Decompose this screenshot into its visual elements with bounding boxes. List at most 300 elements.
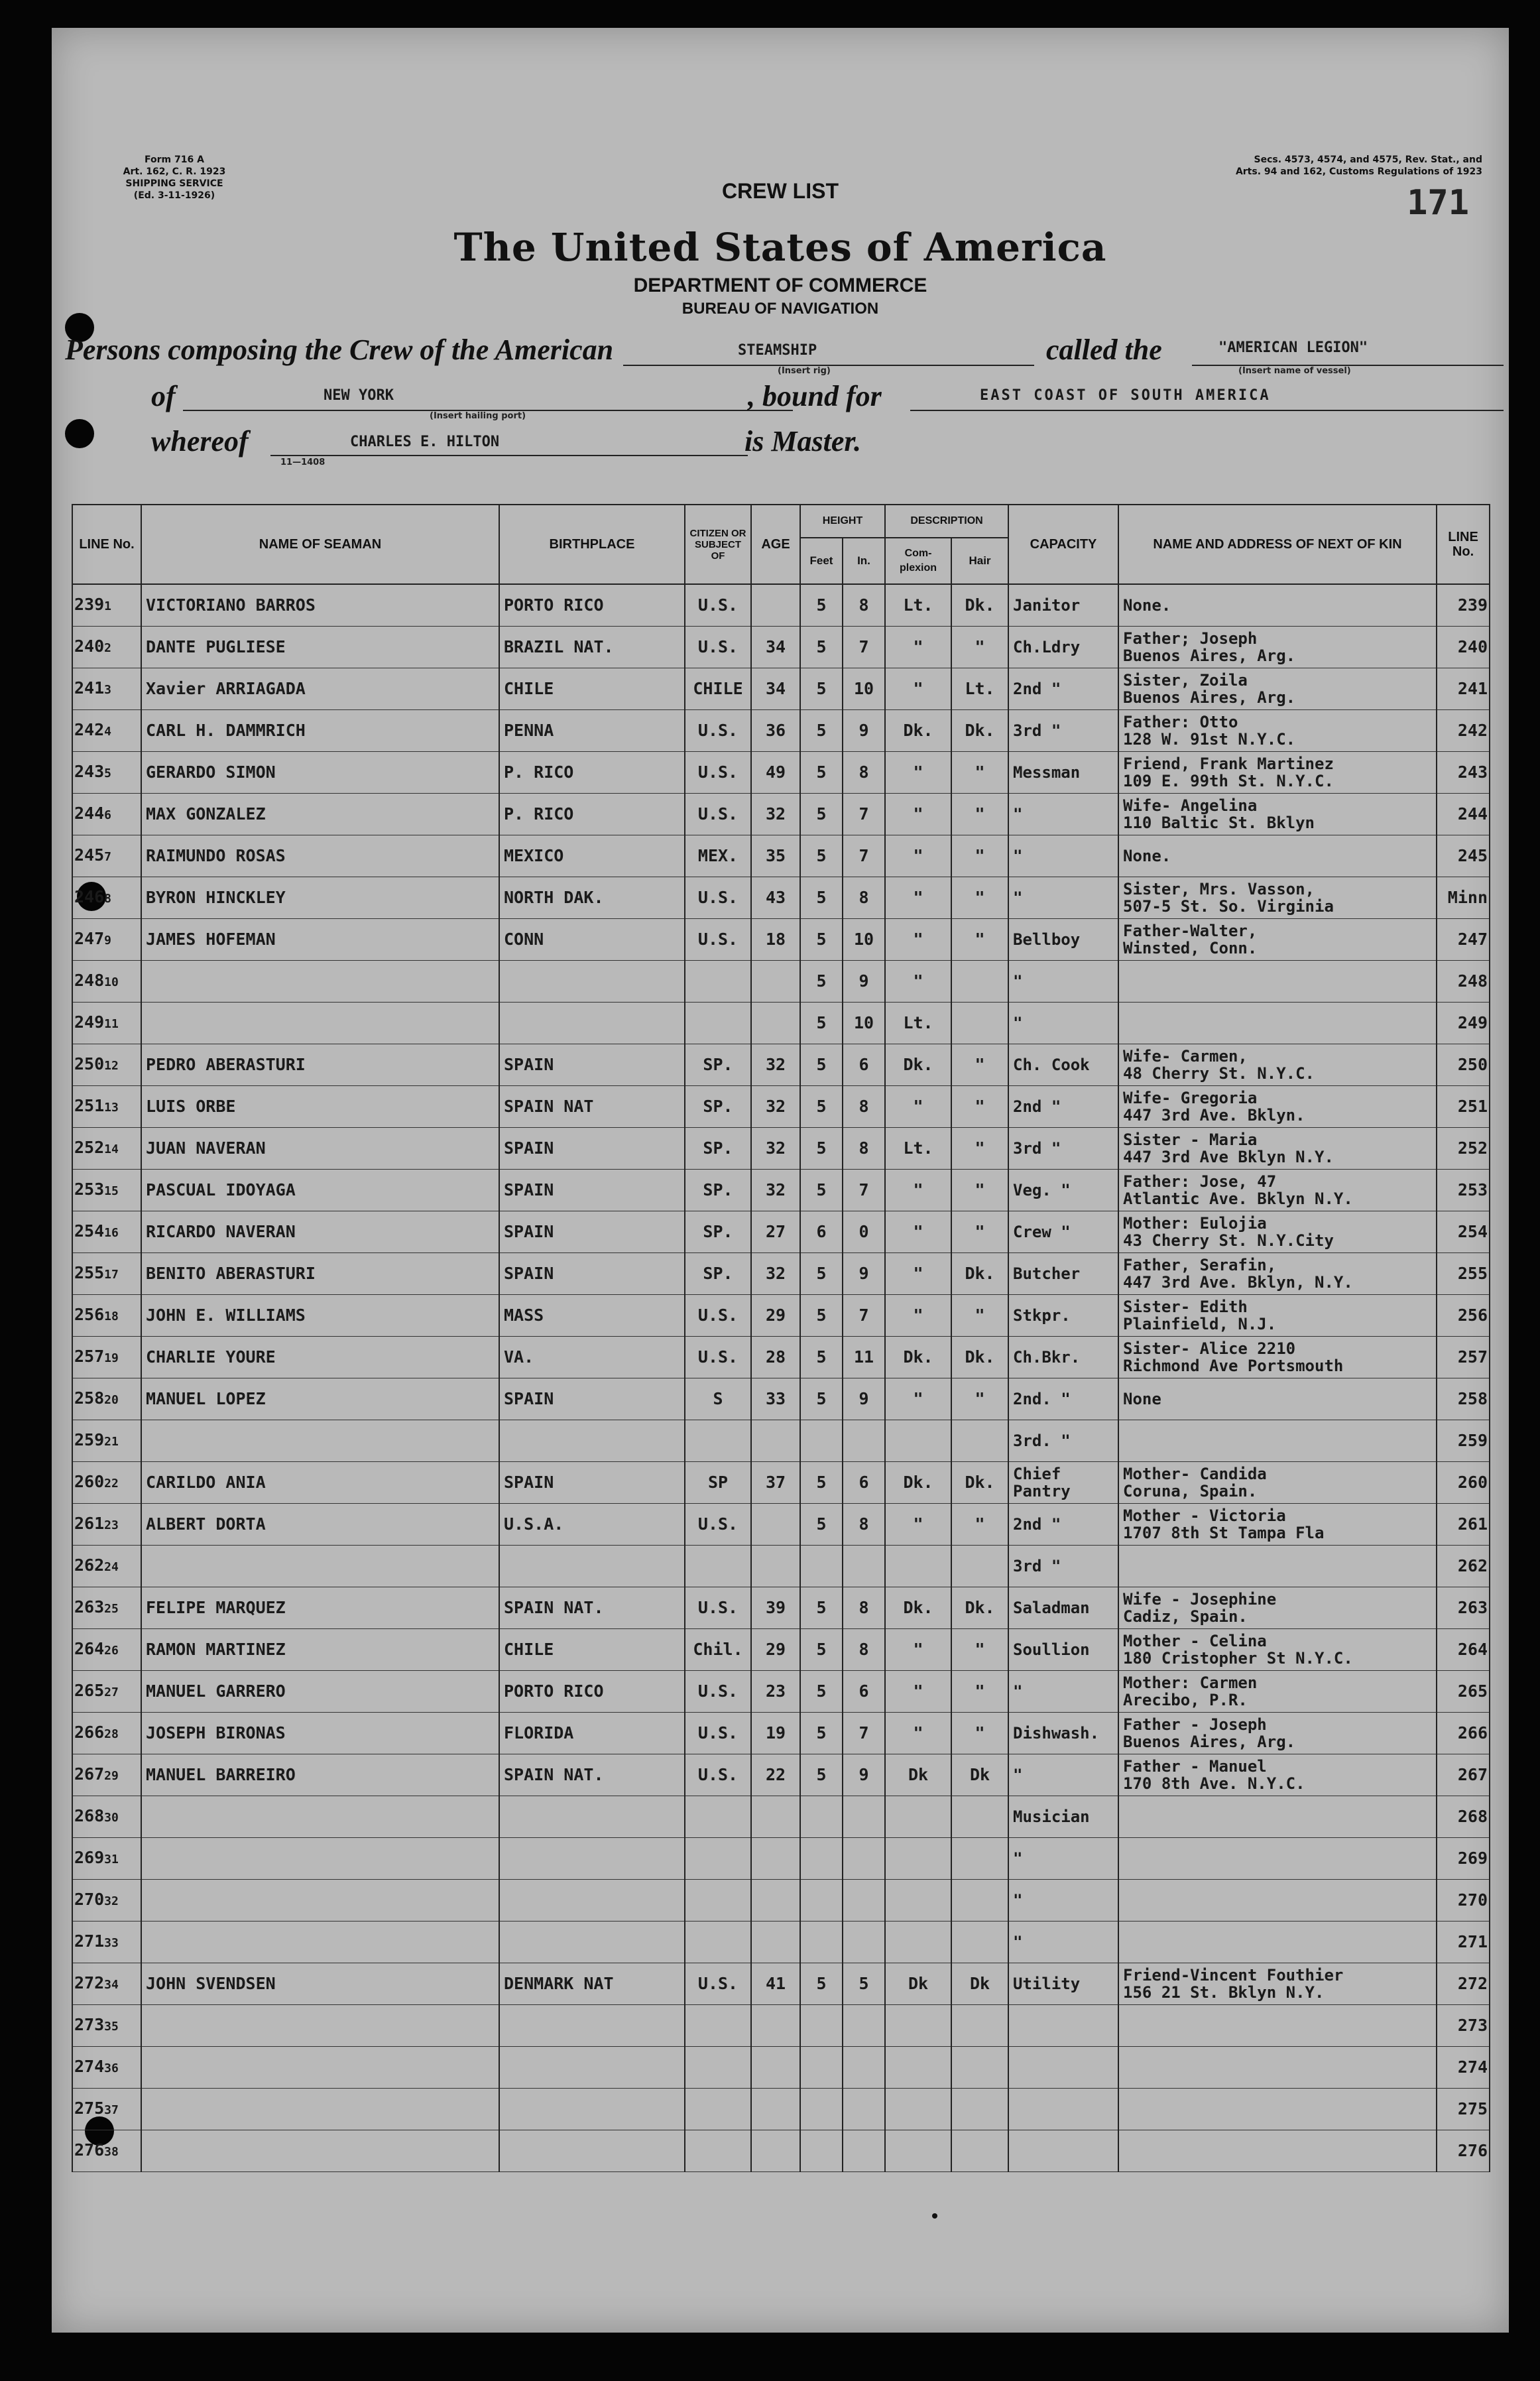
- cell-line-no-right: 272: [1437, 1963, 1490, 2005]
- cell-line-no: [72, 961, 141, 1003]
- cell-hair: ": [951, 794, 1008, 835]
- cell-citizen: [685, 1003, 751, 1044]
- cell-birthplace: [499, 1796, 685, 1838]
- line-number: 276: [74, 2140, 105, 2160]
- called-label: called the: [1046, 334, 1162, 366]
- cell-line-no-right: 256: [1437, 1295, 1490, 1337]
- destination-underline: [910, 410, 1504, 411]
- line-subnumber: 7: [104, 849, 111, 864]
- cell-line-no: [72, 1462, 141, 1504]
- cell-age: 41: [751, 1963, 800, 2005]
- form-line: Form 716 A: [145, 154, 204, 165]
- line-number: 263: [74, 1597, 105, 1617]
- line-subnumber: 28: [104, 1727, 119, 1741]
- cell-next-of-kin: [1118, 2047, 1437, 2089]
- table-row: [72, 627, 1490, 668]
- cell-seaman-name: MANUEL GARRERO: [141, 1671, 499, 1713]
- line-subnumber: 16: [104, 1225, 119, 1240]
- cell-birthplace: [499, 2089, 685, 2130]
- form-title: CREW LIST: [722, 179, 839, 203]
- cell-age: 29: [751, 1295, 800, 1337]
- cell-line-no-right: 268: [1437, 1796, 1490, 1838]
- line-subnumber: 25: [104, 1601, 119, 1616]
- line-number: 251: [74, 1095, 105, 1115]
- cell-complexion: ": [885, 627, 951, 668]
- cell-feet: 5: [800, 1170, 843, 1211]
- cell-inches: 8: [843, 877, 885, 919]
- cell-age: 49: [751, 752, 800, 794]
- binder-punch-hole: [65, 419, 94, 448]
- cell-feet: 5: [800, 1504, 843, 1546]
- cell-hair: ": [951, 1504, 1008, 1546]
- line-subnumber: 35: [104, 2019, 119, 2034]
- cell-citizen: [685, 1420, 751, 1462]
- cell-hair: ": [951, 1713, 1008, 1754]
- line-subnumber: 2: [104, 641, 111, 655]
- cell-complexion: ": [885, 794, 951, 835]
- cell-next-of-kin: Father - Joseph Buenos Aires, Arg.: [1118, 1713, 1437, 1754]
- cell-seaman-name: [141, 961, 499, 1003]
- cell-hair: ": [951, 627, 1008, 668]
- line-subnumber: 34: [104, 1977, 119, 1992]
- cell-birthplace: SPAIN: [499, 1128, 685, 1170]
- cell-feet: 5: [800, 919, 843, 961]
- cell-seaman-name: ALBERT DORTA: [141, 1504, 499, 1546]
- cell-capacity: ": [1008, 1838, 1118, 1880]
- cell-capacity: [1008, 2130, 1118, 2172]
- cell-seaman-name: MANUEL BARREIRO: [141, 1754, 499, 1796]
- line-subnumber: 32: [104, 1894, 119, 1908]
- cell-feet: [800, 2089, 843, 2130]
- cell-line-no: [72, 1086, 141, 1128]
- cell-next-of-kin: [1118, 1922, 1437, 1963]
- cell-next-of-kin: [1118, 1796, 1437, 1838]
- cell-citizen: MEX.: [685, 835, 751, 877]
- cell-complexion: ": [885, 1671, 951, 1713]
- line-subnumber: 26: [104, 1643, 119, 1658]
- line-subnumber: 33: [104, 1935, 119, 1950]
- cell-age: 27: [751, 1211, 800, 1253]
- cell-hair: [951, 1922, 1008, 1963]
- master-underline: [270, 455, 748, 456]
- cell-citizen: SP.: [685, 1170, 751, 1211]
- cell-birthplace: PORTO RICO: [499, 584, 685, 627]
- cell-feet: 5: [800, 627, 843, 668]
- line-number: 247: [74, 928, 105, 948]
- form-line: Art. 162, C. R. 1923: [123, 166, 226, 177]
- cell-age: [751, 2047, 800, 2089]
- cell-line-no: [72, 1629, 141, 1671]
- cell-next-of-kin: [1118, 2089, 1437, 2130]
- cell-complexion: Lt.: [885, 1128, 951, 1170]
- line-number: 261: [74, 1513, 105, 1533]
- table-row: [72, 2089, 1490, 2130]
- cell-age: 34: [751, 627, 800, 668]
- cell-line-no-right: 255: [1437, 1253, 1490, 1295]
- cell-line-no-right: 257: [1437, 1337, 1490, 1378]
- line-number: 254: [74, 1221, 105, 1241]
- cell-line-no-right: 266: [1437, 1713, 1490, 1754]
- cell-birthplace: PORTO RICO: [499, 1671, 685, 1713]
- cell-next-of-kin: [1118, 1880, 1437, 1922]
- line-subnumber: 30: [104, 1810, 119, 1825]
- cell-inches: 8: [843, 1587, 885, 1629]
- cell-inches: [843, 2089, 885, 2130]
- cell-next-of-kin: Wife- Angelina 110 Baltic St. Bklyn: [1118, 794, 1437, 835]
- cell-next-of-kin: Father-Walter, Winsted, Conn.: [1118, 919, 1437, 961]
- cell-birthplace: P. RICO: [499, 794, 685, 835]
- cell-line-no-right: 275: [1437, 2089, 1490, 2130]
- cell-hair: [951, 2005, 1008, 2047]
- table-row: [72, 1128, 1490, 1170]
- cell-complexion: Dk.: [885, 1044, 951, 1086]
- cell-age: [751, 1420, 800, 1462]
- cell-line-no-right: 244: [1437, 794, 1490, 835]
- rig-value: STEAMSHIP: [738, 342, 817, 359]
- cell-citizen: SP: [685, 1462, 751, 1504]
- table-row: [72, 1044, 1490, 1086]
- cell-line-no-right: Minn: [1437, 877, 1490, 919]
- table-row: [72, 1796, 1490, 1838]
- cell-feet: 5: [800, 710, 843, 752]
- cell-line-no: [72, 1378, 141, 1420]
- cell-feet: [800, 1420, 843, 1462]
- cell-birthplace: P. RICO: [499, 752, 685, 794]
- cell-citizen: [685, 1838, 751, 1880]
- cell-age: 32: [751, 1253, 800, 1295]
- port-hint: (Insert hailing port): [430, 411, 526, 421]
- destination: EAST COAST OF SOUTH AMERICA: [980, 387, 1271, 404]
- cell-age: [751, 1546, 800, 1587]
- cell-inches: [843, 1546, 885, 1587]
- line-number: 265: [74, 1680, 105, 1700]
- line-number: 274: [74, 2056, 105, 2076]
- cell-line-no: [72, 710, 141, 752]
- cell-capacity: 2nd ": [1008, 1504, 1118, 1546]
- cell-line-no-right: 263: [1437, 1587, 1490, 1629]
- line-number: 271: [74, 1931, 105, 1951]
- col-age: AGE: [751, 505, 800, 584]
- cell-birthplace: PENNA: [499, 710, 685, 752]
- line-subnumber: 9: [104, 933, 111, 947]
- table-header-row: [72, 505, 1490, 538]
- cell-inches: [843, 1922, 885, 1963]
- cell-age: [751, 1504, 800, 1546]
- cell-seaman-name: [141, 2130, 499, 2172]
- cell-line-no-right: 258: [1437, 1378, 1490, 1420]
- cell-age: 32: [751, 1128, 800, 1170]
- table-row: [72, 919, 1490, 961]
- cell-citizen: S: [685, 1378, 751, 1420]
- cell-citizen: U.S.: [685, 1963, 751, 2005]
- cell-feet: [800, 2005, 843, 2047]
- cell-next-of-kin: Sister, Zoila Buenos Aires, Arg.: [1118, 668, 1437, 710]
- line-number: 255: [74, 1262, 105, 1282]
- cell-next-of-kin: [1118, 961, 1437, 1003]
- col-description: DESCRIPTION: [885, 505, 1008, 538]
- cell-feet: 5: [800, 1086, 843, 1128]
- cell-seaman-name: JOSEPH BIRONAS: [141, 1713, 499, 1754]
- cell-complexion: ": [885, 752, 951, 794]
- col-capacity: CAPACITY: [1008, 505, 1118, 584]
- cell-line-no-right: 248: [1437, 961, 1490, 1003]
- cell-birthplace: SPAIN NAT.: [499, 1587, 685, 1629]
- line-subnumber: 20: [104, 1392, 119, 1407]
- cell-hair: [951, 2130, 1008, 2172]
- cell-feet: 5: [800, 961, 843, 1003]
- cell-line-no-right: 242: [1437, 710, 1490, 752]
- cell-birthplace: SPAIN: [499, 1462, 685, 1504]
- bureau-heading: BUREAU OF NAVIGATION: [681, 300, 879, 318]
- cell-line-no: [72, 2005, 141, 2047]
- cell-line-no: [72, 1796, 141, 1838]
- cell-seaman-name: BENITO ABERASTURI: [141, 1253, 499, 1295]
- cell-line-no: [72, 1504, 141, 1546]
- cell-complexion: Dk: [885, 1754, 951, 1796]
- line-subnumber: 12: [104, 1058, 119, 1073]
- table-row: [72, 1337, 1490, 1378]
- cell-next-of-kin: Friend, Frank Martinez 109 E. 99th St. N.Y.C.: [1118, 752, 1437, 794]
- cell-seaman-name: Xavier ARRIAGADA: [141, 668, 499, 710]
- table-row: [72, 1713, 1490, 1754]
- cell-hair: ": [951, 1378, 1008, 1420]
- col-line-no-right: LINE No.: [1437, 505, 1490, 584]
- cell-line-no-right: 249: [1437, 1003, 1490, 1044]
- cell-feet: 5: [800, 1253, 843, 1295]
- cell-age: [751, 584, 800, 627]
- table-row: [72, 794, 1490, 835]
- cell-seaman-name: MAX GONZALEZ: [141, 794, 499, 835]
- hailing-port: NEW YORK: [324, 387, 394, 404]
- table-row: [72, 1587, 1490, 1629]
- cell-inches: 8: [843, 584, 885, 627]
- cell-seaman-name: MANUEL LOPEZ: [141, 1378, 499, 1420]
- cell-capacity: Utility: [1008, 1963, 1118, 2005]
- cell-capacity: [1008, 2005, 1118, 2047]
- cell-capacity: [1008, 2047, 1118, 2089]
- cell-next-of-kin: [1118, 2130, 1437, 2172]
- cell-hair: [951, 1796, 1008, 1838]
- line-subnumber: 11: [104, 1016, 119, 1031]
- cell-complexion: ": [885, 1504, 951, 1546]
- cell-inches: 8: [843, 1128, 885, 1170]
- cell-line-no-right: 240: [1437, 627, 1490, 668]
- cell-seaman-name: [141, 2047, 499, 2089]
- line-number: 243: [74, 761, 105, 781]
- vessel-name: "AMERICAN LEGION": [1218, 339, 1368, 356]
- master-label: is Master.: [744, 425, 862, 458]
- cell-citizen: U.S.: [685, 710, 751, 752]
- cell-capacity: ": [1008, 961, 1118, 1003]
- master-name: CHARLES E. HILTON: [350, 434, 500, 450]
- cell-age: 28: [751, 1337, 800, 1378]
- cell-age: 32: [751, 1170, 800, 1211]
- bound-label: , bound for: [748, 380, 882, 412]
- cell-hair: ": [951, 1128, 1008, 1170]
- cell-birthplace: FLORIDA: [499, 1713, 685, 1754]
- cell-age: [751, 1880, 800, 1922]
- cell-feet: 5: [800, 1378, 843, 1420]
- cell-seaman-name: [141, 1838, 499, 1880]
- cell-feet: 5: [800, 1462, 843, 1504]
- line-subnumber: 18: [104, 1309, 119, 1323]
- cell-line-no-right: 271: [1437, 1922, 1490, 1963]
- cell-complexion: [885, 1922, 951, 1963]
- cell-next-of-kin: Sister- Alice 2210 Richmond Ave Portsmouth: [1118, 1337, 1437, 1378]
- cell-capacity: ": [1008, 877, 1118, 919]
- cell-hair: Dk: [951, 1754, 1008, 1796]
- cell-hair: ": [951, 877, 1008, 919]
- cell-line-no: [72, 877, 141, 919]
- cell-inches: 8: [843, 1086, 885, 1128]
- cell-inches: 7: [843, 627, 885, 668]
- cell-birthplace: SPAIN: [499, 1211, 685, 1253]
- cell-inches: 10: [843, 919, 885, 961]
- line-subnumber: 13: [104, 1100, 119, 1115]
- col-hair: Hair: [951, 538, 1008, 584]
- cell-hair: ": [951, 1629, 1008, 1671]
- cell-line-no: [72, 1671, 141, 1713]
- cell-capacity: 3rd. ": [1008, 1420, 1118, 1462]
- line-subnumber: 24: [104, 1559, 119, 1574]
- cell-age: [751, 2130, 800, 2172]
- cell-line-no: [72, 1295, 141, 1337]
- cell-line-no: [72, 1922, 141, 1963]
- cell-line-no: [72, 584, 141, 627]
- cell-line-no-right: 264: [1437, 1629, 1490, 1671]
- cell-birthplace: [499, 2130, 685, 2172]
- line-number: 253: [74, 1179, 105, 1199]
- cell-feet: 5: [800, 1003, 843, 1044]
- cell-line-no: [72, 2130, 141, 2172]
- cell-complexion: ": [885, 919, 951, 961]
- table-row: [72, 1504, 1490, 1546]
- cell-feet: [800, 1796, 843, 1838]
- table-row: [72, 1671, 1490, 1713]
- cell-hair: [951, 1838, 1008, 1880]
- line-number: 269: [74, 1847, 105, 1867]
- cell-inches: 8: [843, 1504, 885, 1546]
- col-birthplace: BIRTHPLACE: [499, 505, 685, 584]
- cell-hair: ": [951, 752, 1008, 794]
- cell-complexion: Dk.: [885, 1337, 951, 1378]
- cell-feet: 5: [800, 1128, 843, 1170]
- cell-hair: [951, 1880, 1008, 1922]
- cell-citizen: [685, 1546, 751, 1587]
- table-row: [72, 1378, 1490, 1420]
- cell-complexion: ": [885, 1713, 951, 1754]
- cell-hair: [951, 961, 1008, 1003]
- cell-citizen: U.S.: [685, 1713, 751, 1754]
- cell-inches: [843, 2130, 885, 2172]
- crew-table: [72, 504, 1490, 2172]
- cell-citizen: [685, 1796, 751, 1838]
- cell-hair: [951, 2047, 1008, 2089]
- line-subnumber: 1: [104, 599, 111, 613]
- line-number: 245: [74, 845, 105, 865]
- cell-capacity: Dishwash.: [1008, 1713, 1118, 1754]
- cell-age: 34: [751, 668, 800, 710]
- table-row: [72, 1086, 1490, 1128]
- cell-capacity: Ch. Cook: [1008, 1044, 1118, 1086]
- cell-feet: 5: [800, 1671, 843, 1713]
- cell-hair: Dk.: [951, 584, 1008, 627]
- cell-seaman-name: RAMON MARTINEZ: [141, 1629, 499, 1671]
- cell-age: 18: [751, 919, 800, 961]
- cell-capacity: Messman: [1008, 752, 1118, 794]
- cell-line-no-right: 267: [1437, 1754, 1490, 1796]
- cell-capacity: Soullion: [1008, 1629, 1118, 1671]
- rig-hint: (Insert rig): [778, 366, 831, 376]
- cell-citizen: U.S.: [685, 627, 751, 668]
- cell-birthplace: MEXICO: [499, 835, 685, 877]
- cell-age: [751, 961, 800, 1003]
- cell-citizen: [685, 2005, 751, 2047]
- cell-citizen: SP.: [685, 1211, 751, 1253]
- cell-inches: 7: [843, 1170, 885, 1211]
- cell-complexion: [885, 1420, 951, 1462]
- cell-next-of-kin: None.: [1118, 584, 1437, 627]
- cell-line-no: [72, 1170, 141, 1211]
- cell-seaman-name: CARILDO ANIA: [141, 1462, 499, 1504]
- cell-feet: 6: [800, 1211, 843, 1253]
- cell-capacity: Saladman: [1008, 1587, 1118, 1629]
- cell-line-no-right: 274: [1437, 2047, 1490, 2089]
- cell-capacity: Chief Pantry: [1008, 1462, 1118, 1504]
- cell-line-no-right: 251: [1437, 1086, 1490, 1128]
- cell-seaman-name: [141, 1880, 499, 1922]
- cell-citizen: U.S.: [685, 1337, 751, 1378]
- cell-inches: 9: [843, 1253, 885, 1295]
- cell-citizen: U.S.: [685, 1754, 751, 1796]
- cell-line-no: [72, 835, 141, 877]
- cell-next-of-kin: Father, Serafin, 447 3rd Ave. Bklyn, N.Y.: [1118, 1253, 1437, 1295]
- cell-complexion: Lt.: [885, 1003, 951, 1044]
- cell-hair: Dk.: [951, 1587, 1008, 1629]
- cell-next-of-kin: Mother: Carmen Arecibo, P.R.: [1118, 1671, 1437, 1713]
- cell-age: [751, 2005, 800, 2047]
- cell-inches: 0: [843, 1211, 885, 1253]
- cell-complexion: ": [885, 961, 951, 1003]
- cell-next-of-kin: Sister, Mrs. Vasson, 507-5 St. So. Virginia: [1118, 877, 1437, 919]
- cell-birthplace: VA.: [499, 1337, 685, 1378]
- cell-birthplace: [499, 961, 685, 1003]
- cell-complexion: [885, 2047, 951, 2089]
- line-number: 273: [74, 2014, 105, 2034]
- cell-citizen: U.S.: [685, 752, 751, 794]
- cell-inches: 10: [843, 668, 885, 710]
- cell-birthplace: SPAIN: [499, 1170, 685, 1211]
- table-row: [72, 668, 1490, 710]
- cell-inches: 5: [843, 1963, 885, 2005]
- cell-seaman-name: JAMES HOFEMAN: [141, 919, 499, 961]
- cell-hair: ": [951, 1170, 1008, 1211]
- cell-inches: [843, 2047, 885, 2089]
- cell-complexion: Dk: [885, 1963, 951, 2005]
- persons-label: Persons composing the Crew of the American: [65, 334, 614, 366]
- cell-birthplace: BRAZIL NAT.: [499, 627, 685, 668]
- cell-citizen: U.S.: [685, 584, 751, 627]
- cell-hair: Dk.: [951, 1337, 1008, 1378]
- cell-line-no: [72, 1838, 141, 1880]
- cell-birthplace: [499, 1922, 685, 1963]
- cell-line-no: [72, 1754, 141, 1796]
- cell-feet: [800, 2130, 843, 2172]
- cell-capacity: ": [1008, 1003, 1118, 1044]
- cell-citizen: [685, 2047, 751, 2089]
- table-row: [72, 1253, 1490, 1295]
- col-height: HEIGHT: [800, 505, 885, 538]
